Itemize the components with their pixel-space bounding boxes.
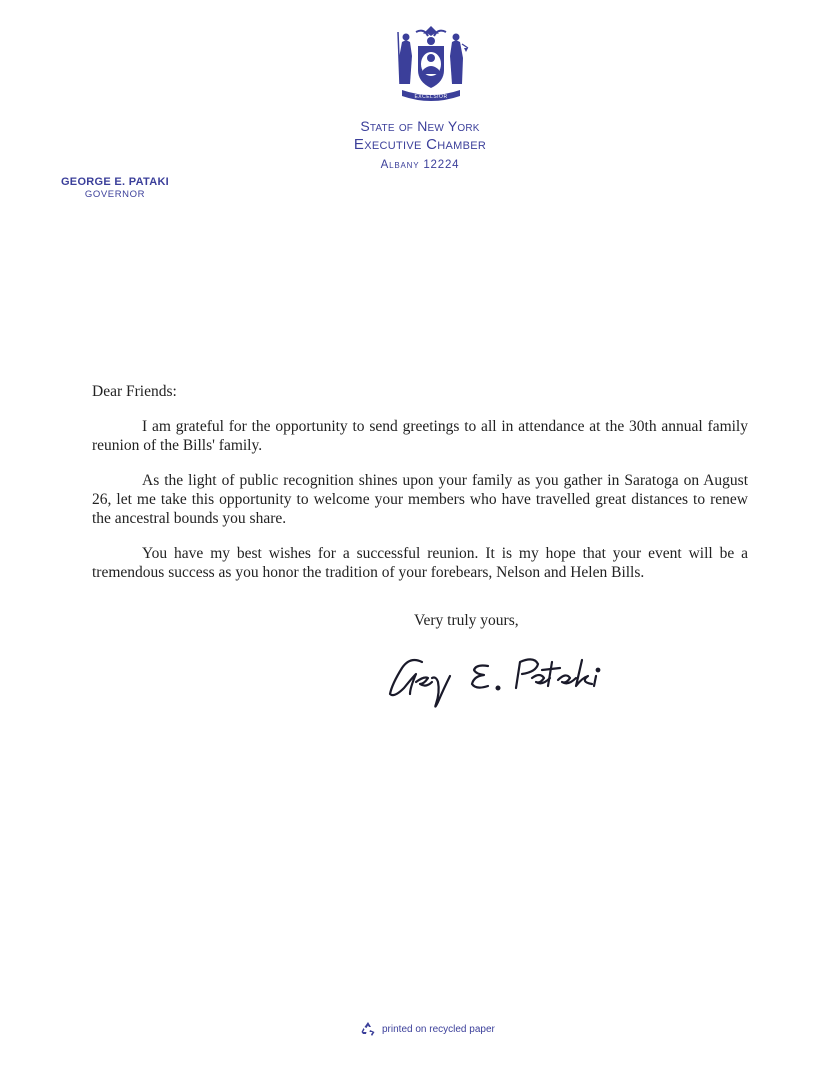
footer-text: printed on recycled paper bbox=[382, 1023, 495, 1035]
sender-name: GEORGE E. PATAKI bbox=[60, 176, 170, 188]
sender-title: GOVERNOR bbox=[84, 189, 146, 200]
paragraph-3: You have my best wishes for a successful reunion. It is my hope that your event will be a tremendous success as you honor the tradition of your forebears, Nelson and Helen Bills. bbox=[92, 545, 748, 581]
closing: Very truly yours, bbox=[414, 612, 519, 629]
letterhead-office: Executive Chamber bbox=[353, 136, 487, 153]
handwritten-signature bbox=[380, 648, 630, 718]
paragraph-2: As the light of public recognition shines upon your family as you gather in Saratoga on August 26, let me take this opportunity to welcome your members who have travelled great distances to renew the ancestral bounds you share. bbox=[92, 472, 748, 527]
sender-block bbox=[40, 175, 190, 201]
letterhead bbox=[300, 117, 540, 174]
footer bbox=[360, 1021, 495, 1037]
letter-body bbox=[92, 382, 748, 598]
salutation: Dear Friends: bbox=[92, 383, 177, 400]
letterhead-state: State of New York bbox=[360, 118, 480, 134]
letterhead-address: Albany 12224 bbox=[380, 159, 460, 171]
state-seal-logo bbox=[388, 22, 474, 106]
recycle-icon bbox=[360, 1021, 376, 1037]
paragraph-1: I am grateful for the opportunity to send greetings to all in attendance at the 30th annual family reunion of the Bills' family. bbox=[92, 418, 748, 454]
seal-motto: EXCELSIOR bbox=[414, 94, 448, 100]
